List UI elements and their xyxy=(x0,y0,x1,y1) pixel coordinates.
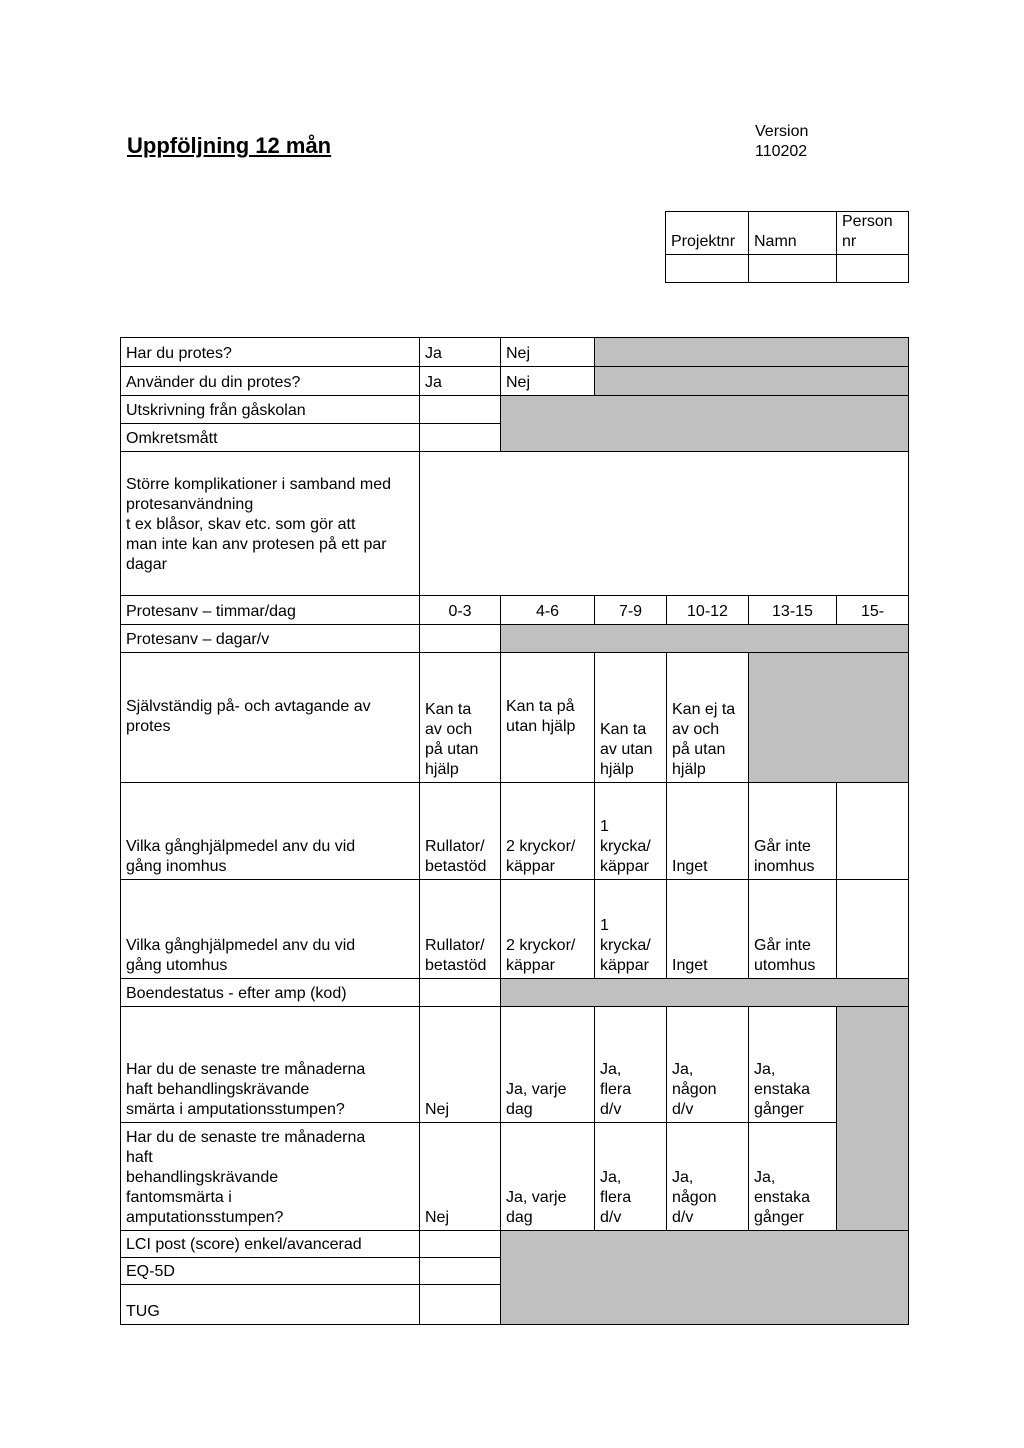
row-utskrivning xyxy=(121,396,909,424)
sjalvstandig-option[interactable]: Kan ta av utan hjälp xyxy=(595,653,667,783)
shaded-cell xyxy=(501,1231,909,1325)
namn-header: Namn xyxy=(749,212,837,255)
shaded-cell xyxy=(595,367,909,396)
eq5d-label: EQ-5D xyxy=(121,1258,420,1285)
har-protes-question: Har du protes? xyxy=(121,338,420,367)
timmar-option[interactable]: 0-3 xyxy=(420,596,501,625)
anvander-question: Använder du din protes? xyxy=(121,367,420,396)
shaded-cell xyxy=(837,1007,909,1231)
sjalvstandig-option[interactable]: Kan ta av och på utan hjälp xyxy=(420,653,501,783)
utskrivning-label: Utskrivning från gåskolan xyxy=(121,396,420,424)
fantom-option[interactable]: Ja, varje dag xyxy=(501,1123,595,1231)
shaded-cell xyxy=(501,979,909,1007)
shaded-cell xyxy=(501,625,909,653)
row-smarta xyxy=(121,1007,909,1123)
utskrivning-field[interactable] xyxy=(420,396,501,424)
komplikationer-field[interactable] xyxy=(420,452,909,596)
id-table xyxy=(665,211,909,283)
smarta-question: Har du de senaste tre månaderna haft behandlingskrävande smärta i amputationsstumpen? xyxy=(121,1007,420,1123)
omkretsmatt-field[interactable] xyxy=(420,424,501,452)
timmar-question: Protesanv – timmar/dag xyxy=(121,596,420,625)
tug-label: TUG xyxy=(121,1285,420,1325)
utomhus-option[interactable]: Inget xyxy=(667,880,749,979)
row-utomhus xyxy=(121,880,909,979)
row-inomhus xyxy=(121,783,909,880)
utomhus-option[interactable]: 2 kryckor/ käppar xyxy=(501,880,595,979)
fantom-option[interactable]: Ja, enstaka gånger xyxy=(749,1123,837,1231)
shaded-cell xyxy=(749,653,909,783)
version-label: Version xyxy=(755,123,809,140)
version-block xyxy=(755,122,808,162)
timmar-option[interactable]: 13-15 xyxy=(749,596,837,625)
komplikationer-question: Större komplikationer i samband med protesanvändning t ex blåsor, skav etc. som gör att man inte kan anv protesen på ett par dagar xyxy=(121,452,420,596)
inomhus-extra-field[interactable] xyxy=(837,783,909,880)
fantom-option[interactable]: Nej xyxy=(420,1123,501,1231)
inomhus-option[interactable]: Inget xyxy=(667,783,749,880)
utomhus-extra-field[interactable] xyxy=(837,880,909,979)
personnr-field[interactable] xyxy=(837,255,909,283)
lci-label: LCI post (score) enkel/avancerad xyxy=(121,1231,420,1258)
smarta-option[interactable]: Ja, någon d/v xyxy=(667,1007,749,1123)
page-title: Uppföljning 12 mån xyxy=(127,133,332,158)
utomhus-question: Vilka gånghjälpmedel anv du vid gång utomhus xyxy=(121,880,420,979)
anvander-ja[interactable]: Ja xyxy=(420,367,501,396)
row-boendestatus xyxy=(121,979,909,1007)
dagar-field[interactable] xyxy=(420,625,501,653)
fantom-question: Har du de senaste tre månaderna haft behandlingskrävande fantomsmärta i amputationsstumpen? xyxy=(121,1123,420,1231)
boendestatus-label: Boendestatus - efter amp (kod) xyxy=(121,979,420,1007)
row-sjalvstandig xyxy=(121,653,909,783)
anvander-nej[interactable]: Nej xyxy=(501,367,595,396)
utomhus-option[interactable]: Rullator/ betastöd xyxy=(420,880,501,979)
personnr-header: Person nr xyxy=(837,212,909,255)
smarta-option[interactable]: Ja, enstaka gånger xyxy=(749,1007,837,1123)
eq5d-field[interactable] xyxy=(420,1258,501,1285)
row-dagar xyxy=(121,625,909,653)
dagar-label: Protesanv – dagar/v xyxy=(121,625,420,653)
projektnr-field[interactable] xyxy=(666,255,749,283)
shaded-cell xyxy=(595,338,909,367)
inomhus-option[interactable]: 1 krycka/ käppar xyxy=(595,783,667,880)
inomhus-option[interactable]: 2 kryckor/ käppar xyxy=(501,783,595,880)
timmar-option[interactable]: 7-9 xyxy=(595,596,667,625)
inomhus-question: Vilka gånghjälpmedel anv du vid gång inomhus xyxy=(121,783,420,880)
inomhus-option[interactable]: Rullator/ betastöd xyxy=(420,783,501,880)
sjalvstandig-option[interactable]: Kan ta på utan hjälp xyxy=(501,653,595,783)
row-komplikationer xyxy=(121,452,909,596)
row-fantom xyxy=(121,1123,909,1231)
shaded-cell xyxy=(501,396,909,452)
omkretsmatt-label: Omkretsmått xyxy=(121,424,420,452)
utomhus-option[interactable]: 1 krycka/ käppar xyxy=(595,880,667,979)
boendestatus-field[interactable] xyxy=(420,979,501,1007)
smarta-option[interactable]: Ja, varje dag xyxy=(501,1007,595,1123)
inomhus-option[interactable]: Går inte inomhus xyxy=(749,783,837,880)
sjalvstandig-option[interactable]: Kan ej ta av och på utan hjälp xyxy=(667,653,749,783)
har-protes-ja[interactable]: Ja xyxy=(420,338,501,367)
row-har-protes xyxy=(121,338,909,367)
projektnr-header: Projektnr xyxy=(666,212,749,255)
row-timmar xyxy=(121,596,909,625)
har-protes-nej[interactable]: Nej xyxy=(501,338,595,367)
fantom-option[interactable]: Ja, flera d/v xyxy=(595,1123,667,1231)
row-lci xyxy=(121,1231,909,1258)
namn-field[interactable] xyxy=(749,255,837,283)
tug-field[interactable] xyxy=(420,1285,501,1325)
lci-field[interactable] xyxy=(420,1231,501,1258)
smarta-option[interactable]: Nej xyxy=(420,1007,501,1123)
utomhus-option[interactable]: Går inte utomhus xyxy=(749,880,837,979)
followup-form-table xyxy=(120,337,909,1325)
sjalvstandig-question: Självständig på- och avtagande av protes xyxy=(121,653,420,783)
timmar-option[interactable]: 15- xyxy=(837,596,909,625)
version-number: 110202 xyxy=(755,143,808,160)
timmar-option[interactable]: 10-12 xyxy=(667,596,749,625)
fantom-option[interactable]: Ja, någon d/v xyxy=(667,1123,749,1231)
smarta-option[interactable]: Ja, flera d/v xyxy=(595,1007,667,1123)
row-anvander xyxy=(121,367,909,396)
timmar-option[interactable]: 4-6 xyxy=(501,596,595,625)
